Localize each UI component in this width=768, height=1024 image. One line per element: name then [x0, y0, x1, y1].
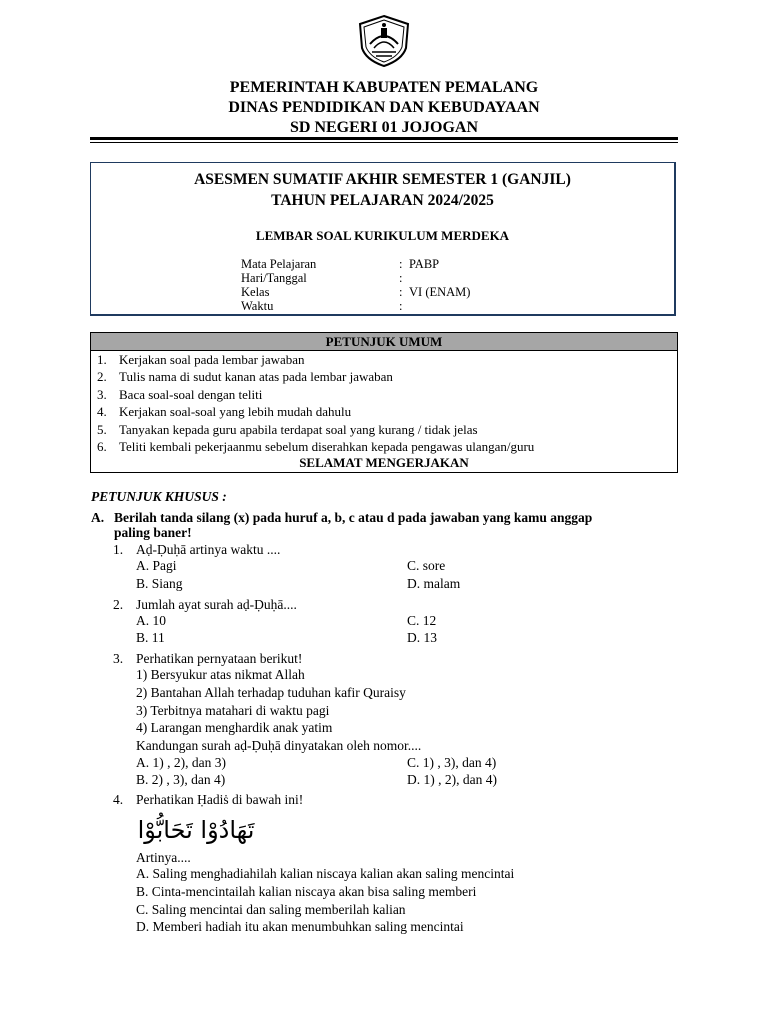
question-text: Perhatikan pernyataan berikut!: [136, 651, 303, 666]
header-divider: [90, 137, 678, 140]
question-text: Jumlah ayat surah aḍ-Ḍuḥā....: [136, 597, 297, 612]
specific-instructions-heading: PETUNJUK KHUSUS :: [91, 489, 227, 504]
general-instructions-heading: PETUNJUK UMUM: [91, 333, 677, 351]
general-instructions-list: [91, 351, 677, 455]
option-c[interactable]: C. sore: [407, 558, 446, 573]
exam-subtitle: LEMBAR SOAL KURIKULUM MERDEKA: [255, 228, 510, 243]
meta-row-time: Waktu :: [241, 299, 403, 313]
option-d[interactable]: D. 13: [407, 630, 437, 645]
exam-year: TAHUN PELAJARAN 2024/2025: [271, 192, 494, 209]
option-b[interactable]: B. Cinta-mencintailah kalian niscaya akan bisa saling memberi: [136, 884, 477, 899]
option-b[interactable]: B. 2) , 3), dan 4): [136, 772, 226, 787]
exam-title: ASESMEN SUMATIF AKHIR SEMESTER 1 (GANJIL): [194, 171, 571, 188]
option-a[interactable]: A. Pagi: [136, 558, 177, 573]
question-text: Aḍ-Ḍuḥā artinya waktu ....: [136, 542, 281, 557]
question-number: 3.: [113, 651, 124, 666]
header-school: SD NEGERI 01 JOJOGAN: [289, 119, 479, 136]
instruction-item: 1. Kerjakan soal pada lembar jawaban: [97, 352, 305, 367]
option-a[interactable]: A. Saling menghadiahilah kalian niscaya kalian akan saling mencintai: [136, 866, 515, 881]
question-number: 2.: [113, 597, 124, 612]
instruction-item: 3. Baca soal-soal dengan teliti: [97, 386, 263, 402]
meta-row-class: Kelas : VI (ENAM): [241, 285, 471, 299]
option-a[interactable]: A. 1) , 2), dan 3): [136, 755, 226, 770]
question-number: 4.: [113, 792, 124, 807]
option-c[interactable]: C. 12: [407, 613, 437, 628]
option-d[interactable]: D. Memberi hadiah itu akan menumbuhkan saling mencintai: [136, 919, 464, 934]
option-c[interactable]: C. 1) , 3), dan 4): [407, 755, 497, 770]
option-b[interactable]: B. Siang: [136, 576, 183, 591]
regency-emblem-logo: [356, 14, 412, 68]
instruction-item: 2. Tulis nama di sudut kanan atas pada lembar jawaban: [97, 369, 393, 385]
question-number: 1.: [113, 542, 124, 557]
meta-row-subject: Mata Pelajaran : PABP: [241, 257, 440, 271]
option-d[interactable]: D. malam: [407, 576, 461, 591]
option-c[interactable]: C. Saling mencintai dan saling memberilah kalian: [136, 902, 406, 917]
header-government: PEMERINTAH KABUPATEN PEMALANG: [229, 79, 539, 96]
question-text: Perhatikan Ḥadiṡ di bawah ini!: [136, 792, 304, 807]
option-b[interactable]: B. 11: [136, 630, 165, 645]
general-instructions-box: [90, 332, 678, 473]
exam-info-box: [90, 162, 676, 316]
closing-message: SELAMAT MENGERJAKAN: [299, 455, 469, 471]
section-instruction-text: Berilah tanda silang (x) pada huruf a, b, c atau d pada jawaban yang kamu anggap paling baner!: [114, 510, 593, 540]
option-a[interactable]: A. 10: [136, 613, 166, 628]
header-divider-thin: [90, 142, 678, 143]
instruction-item: 5. Tanyakan kepada guru apabila terdapat soal yang kurang / tidak jelas: [97, 421, 478, 437]
meta-row-date: Hari/Tanggal :: [241, 271, 403, 285]
section-label: A.: [91, 510, 105, 525]
instruction-item: 4. Kerjakan soal-soal yang lebih mudah dahulu: [97, 404, 352, 420]
option-d[interactable]: D. 1) , 2), dan 4): [407, 772, 497, 787]
arabic-hadith-text: تَهَادُوْا تَحَابُّوْا: [137, 816, 255, 844]
header-department: DINAS PENDIDIKAN DAN KEBUDAYAAN: [228, 99, 540, 116]
instruction-item: 6. Teliti kembali pekerjaanmu sebelum diserahkan kepada pengawas ulangan/guru: [97, 439, 535, 455]
